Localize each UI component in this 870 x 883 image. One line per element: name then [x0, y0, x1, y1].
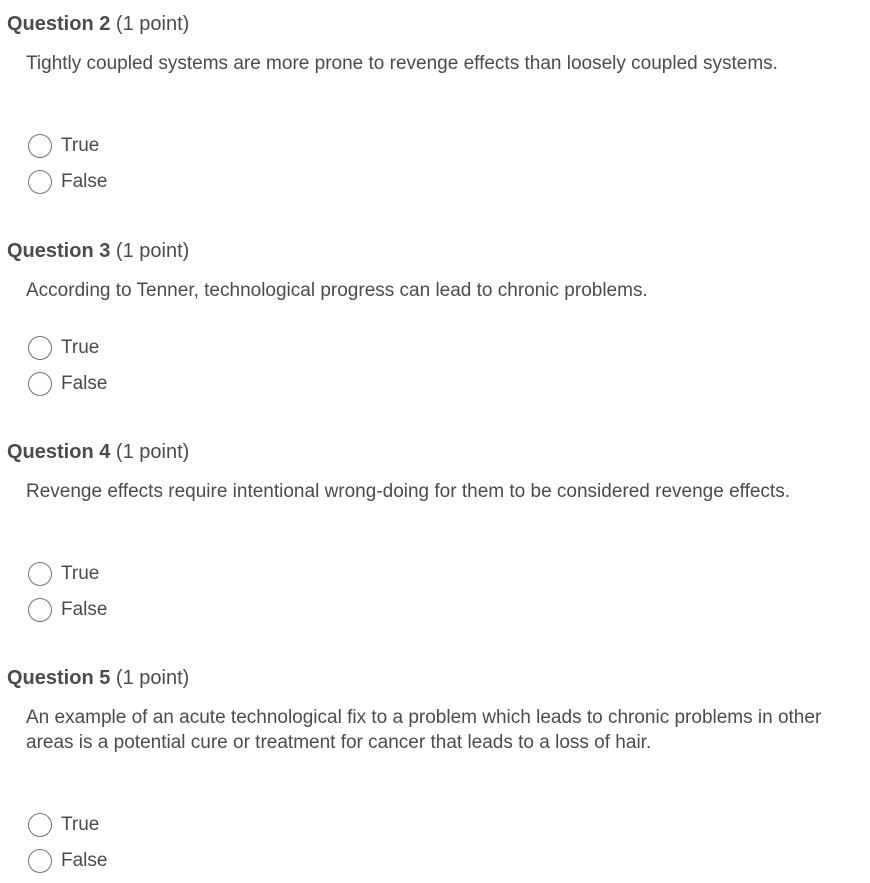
option-true[interactable]	[28, 810, 99, 840]
radio-button[interactable]	[28, 372, 52, 396]
option-label: True	[61, 814, 100, 835]
question-heading	[7, 665, 189, 691]
option-false[interactable]	[28, 369, 107, 399]
radio-button[interactable]	[28, 336, 52, 360]
option-true[interactable]	[28, 131, 99, 161]
option-label: True	[61, 135, 100, 156]
question-number: Question 4	[7, 441, 111, 463]
question-number: Question 3	[7, 240, 111, 262]
question-heading	[7, 439, 189, 465]
question-points: (1 point)	[115, 13, 190, 35]
option-label: True	[61, 337, 100, 358]
radio-button[interactable]	[28, 134, 52, 158]
radio-button[interactable]	[28, 598, 52, 622]
option-label: False	[61, 599, 108, 620]
option-true[interactable]	[28, 559, 99, 589]
option-label: False	[61, 373, 108, 394]
radio-button[interactable]	[28, 813, 52, 837]
question-number: Question 2	[7, 13, 111, 35]
radio-button[interactable]	[28, 170, 52, 194]
option-label: False	[61, 171, 108, 192]
option-false[interactable]	[28, 846, 107, 876]
question-heading	[7, 238, 189, 264]
question-points: (1 point)	[115, 441, 190, 463]
question-text: Tightly coupled systems are more prone to revenge effects than loosely coupled systems.	[26, 53, 778, 74]
question-points: (1 point)	[115, 240, 190, 262]
option-label: False	[61, 850, 108, 871]
question-number: Question 5	[7, 667, 111, 689]
question-text: Revenge effects require intentional wrong-doing for them to be considered revenge effects.	[26, 481, 790, 502]
option-false[interactable]	[28, 595, 107, 625]
option-true[interactable]	[28, 333, 99, 363]
question-text: According to Tenner, technological progress can lead to chronic problems.	[26, 280, 648, 301]
question-heading	[7, 11, 189, 37]
radio-button[interactable]	[28, 849, 52, 873]
radio-button[interactable]	[28, 562, 52, 586]
option-label: True	[61, 563, 100, 584]
question-text: An example of an acute technological fix to a problem which leads to chronic problems in other areas is a potential cure or treatment for cancer that leads to a loss of hair.	[26, 707, 822, 753]
option-false[interactable]	[28, 167, 107, 197]
question-points: (1 point)	[115, 667, 190, 689]
